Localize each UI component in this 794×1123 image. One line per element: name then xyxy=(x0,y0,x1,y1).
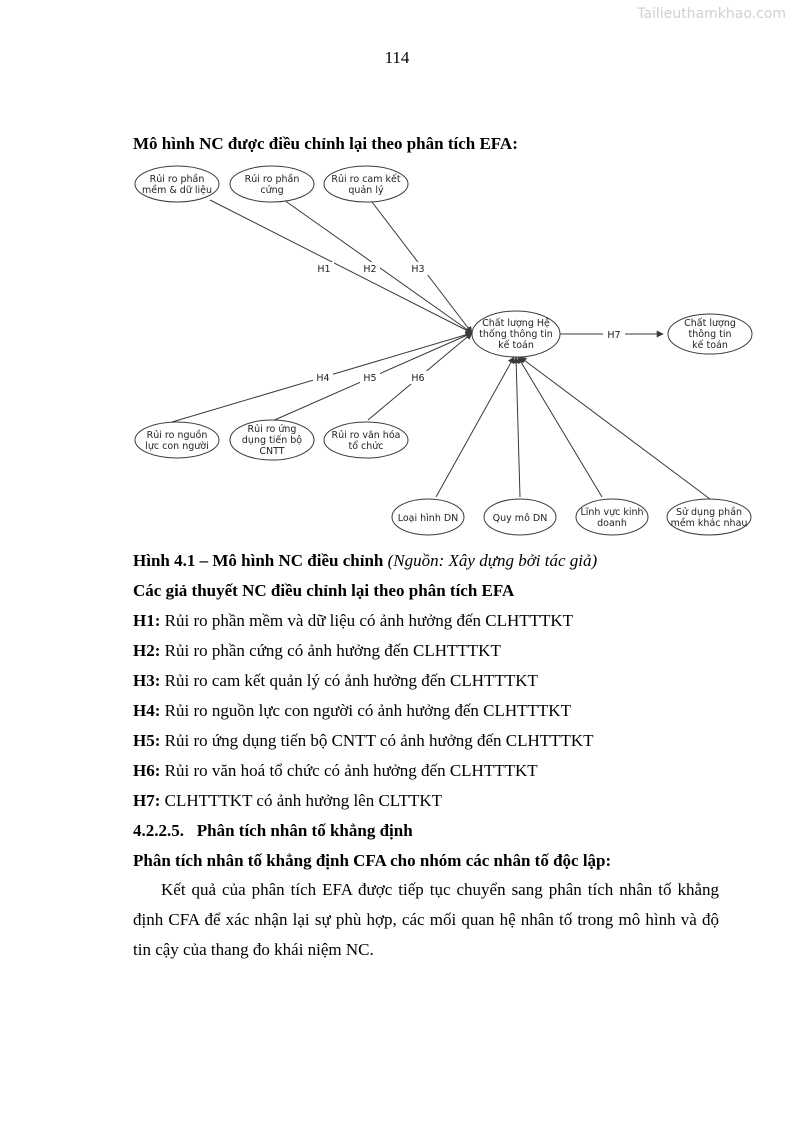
hypothesis-line xyxy=(133,731,594,751)
label-h4: H4 xyxy=(316,373,330,384)
node-risk-it-label-3: CNTT xyxy=(259,446,285,457)
hypothesis-text: CLHTTTKT có ảnh hưởng lên CLTTKT xyxy=(164,791,443,810)
hypothesis-text: Rủi ro ứng dụng tiến bộ CNTT có ảnh hưởng đến CLHTTTKT xyxy=(164,731,594,750)
node-risk-culture-label-1: Rủi ro văn hóa xyxy=(331,430,401,441)
figure-caption xyxy=(133,551,597,571)
model-heading: Mô hình NC được điều chỉnh lại theo phân tích EFA: xyxy=(133,134,518,153)
body-paragraph xyxy=(133,875,719,965)
hypothesis-text: Rủi ro nguồn lực con người có ảnh hưởng đến CLHTTTKT xyxy=(164,701,571,720)
node-ais-quality-label-1: Chất lượng Hệ xyxy=(482,318,550,329)
node-risk-it-label-2: dụng tiến bộ xyxy=(241,435,303,446)
node-risk-it-label-1: Rủi ro ứng xyxy=(247,424,297,435)
subsection-heading: Phân tích nhân tố khẳng định CFA cho nhóm các nhân tố độc lập: xyxy=(133,851,612,870)
edge-h1 xyxy=(210,200,472,333)
edge-c2 xyxy=(516,357,520,497)
node-software-usage-label-2: mềm khác nhau xyxy=(670,518,748,529)
node-business-field-label-1: Lĩnh vực kinh xyxy=(580,507,644,518)
research-model-diagram xyxy=(0,0,794,545)
page-number: 114 xyxy=(384,48,410,67)
hypothesis-code: H6: xyxy=(133,761,161,780)
watermark: Tailieuthamkhao.com xyxy=(637,6,786,22)
edge-c4 xyxy=(520,357,710,499)
hypothesis-code: H5: xyxy=(133,731,161,750)
node-business-field-label-2: doanh xyxy=(597,518,627,529)
edge-c3 xyxy=(518,357,602,497)
hypothesis-line xyxy=(133,611,573,631)
hypothesis-code: H4: xyxy=(133,701,161,720)
hypothesis-line xyxy=(133,671,538,691)
label-h1: H1 xyxy=(317,264,331,275)
label-h5: H5 xyxy=(363,373,377,384)
hypothesis-text: Rủi ro văn hoá tổ chức có ảnh hưởng đến CLHTTTKT xyxy=(164,761,538,780)
node-risk-software-data-label-1: Rủi ro phần xyxy=(149,174,205,185)
node-risk-hardware-label-2: cứng xyxy=(260,185,284,196)
hypothesis-line xyxy=(133,701,571,721)
node-risk-management-label-2: quản lý xyxy=(348,185,384,196)
node-software-usage-label-1: Sử dụng phần xyxy=(675,507,743,518)
node-risk-human-label-1: Rủi ro nguồn xyxy=(146,430,208,441)
node-info-quality-label-1: Chất lượng xyxy=(684,318,736,329)
hypothesis-text: Rủi ro cam kết quản lý có ảnh hưởng đến CLHTTTKT xyxy=(164,671,538,690)
node-enterprise-type-label: Loại hình DN xyxy=(397,513,459,524)
section-heading: 4.2.2.5. Phân tích nhân tố khẳng định xyxy=(133,821,413,840)
label-h7: H7 xyxy=(607,330,621,341)
hypothesis-code: H1: xyxy=(133,611,161,630)
hypothesis-line xyxy=(133,791,442,811)
label-h2: H2 xyxy=(363,264,377,275)
hypothesis-text: Rủi ro phần cứng có ảnh hưởng đến CLHTTTKT xyxy=(164,641,501,660)
paragraph-text: Kết quả của phân tích EFA được tiếp tục chuyển sang phân tích nhân tố khẳng định CFA để xác nhận lại sự phù hợp, các mối quan hệ nhân tố trong mô hình và độ tin cậy của thang đo khái niệm NC. xyxy=(133,880,719,959)
hypothesis-line xyxy=(133,641,501,661)
node-enterprise-size-label: Quy mô DN xyxy=(492,513,548,524)
label-h6: H6 xyxy=(411,373,425,384)
hypothesis-code: H2: xyxy=(133,641,161,660)
node-ais-quality-label-2: thống thông tin xyxy=(479,329,553,340)
node-risk-software-data-label-2: mềm & dữ liệu xyxy=(141,185,213,196)
node-risk-hardware-label-1: Rủi ro phần xyxy=(244,174,300,185)
node-ais-quality-label-3: kế toán xyxy=(498,340,534,351)
figure-caption-source: (Nguồn: Xây dựng bởi tác giả) xyxy=(387,551,598,570)
node-risk-culture-label-2: tổ chức xyxy=(348,441,384,452)
node-info-quality-label-3: kế toán xyxy=(692,340,728,351)
label-h3: H3 xyxy=(411,264,425,275)
node-risk-human-label-2: lực con người xyxy=(145,441,209,452)
hypotheses-heading: Các giả thuyết NC điều chỉnh lại theo phân tích EFA xyxy=(133,581,515,600)
node-info-quality-label-2: thông tin xyxy=(688,329,732,340)
node-risk-management-label-1: Rủi ro cam kết xyxy=(331,174,401,185)
hypothesis-text: Rủi ro phần mềm và dữ liệu có ảnh hưởng đến CLHTTTKT xyxy=(164,611,574,630)
hypothesis-code: H3: xyxy=(133,671,161,690)
hypothesis-line xyxy=(133,761,538,781)
hypothesis-code: H7: xyxy=(133,791,161,810)
edge-c1 xyxy=(436,357,514,497)
figure-caption-label: Hình 4.1 – Mô hình NC điều chỉnh xyxy=(133,551,384,570)
